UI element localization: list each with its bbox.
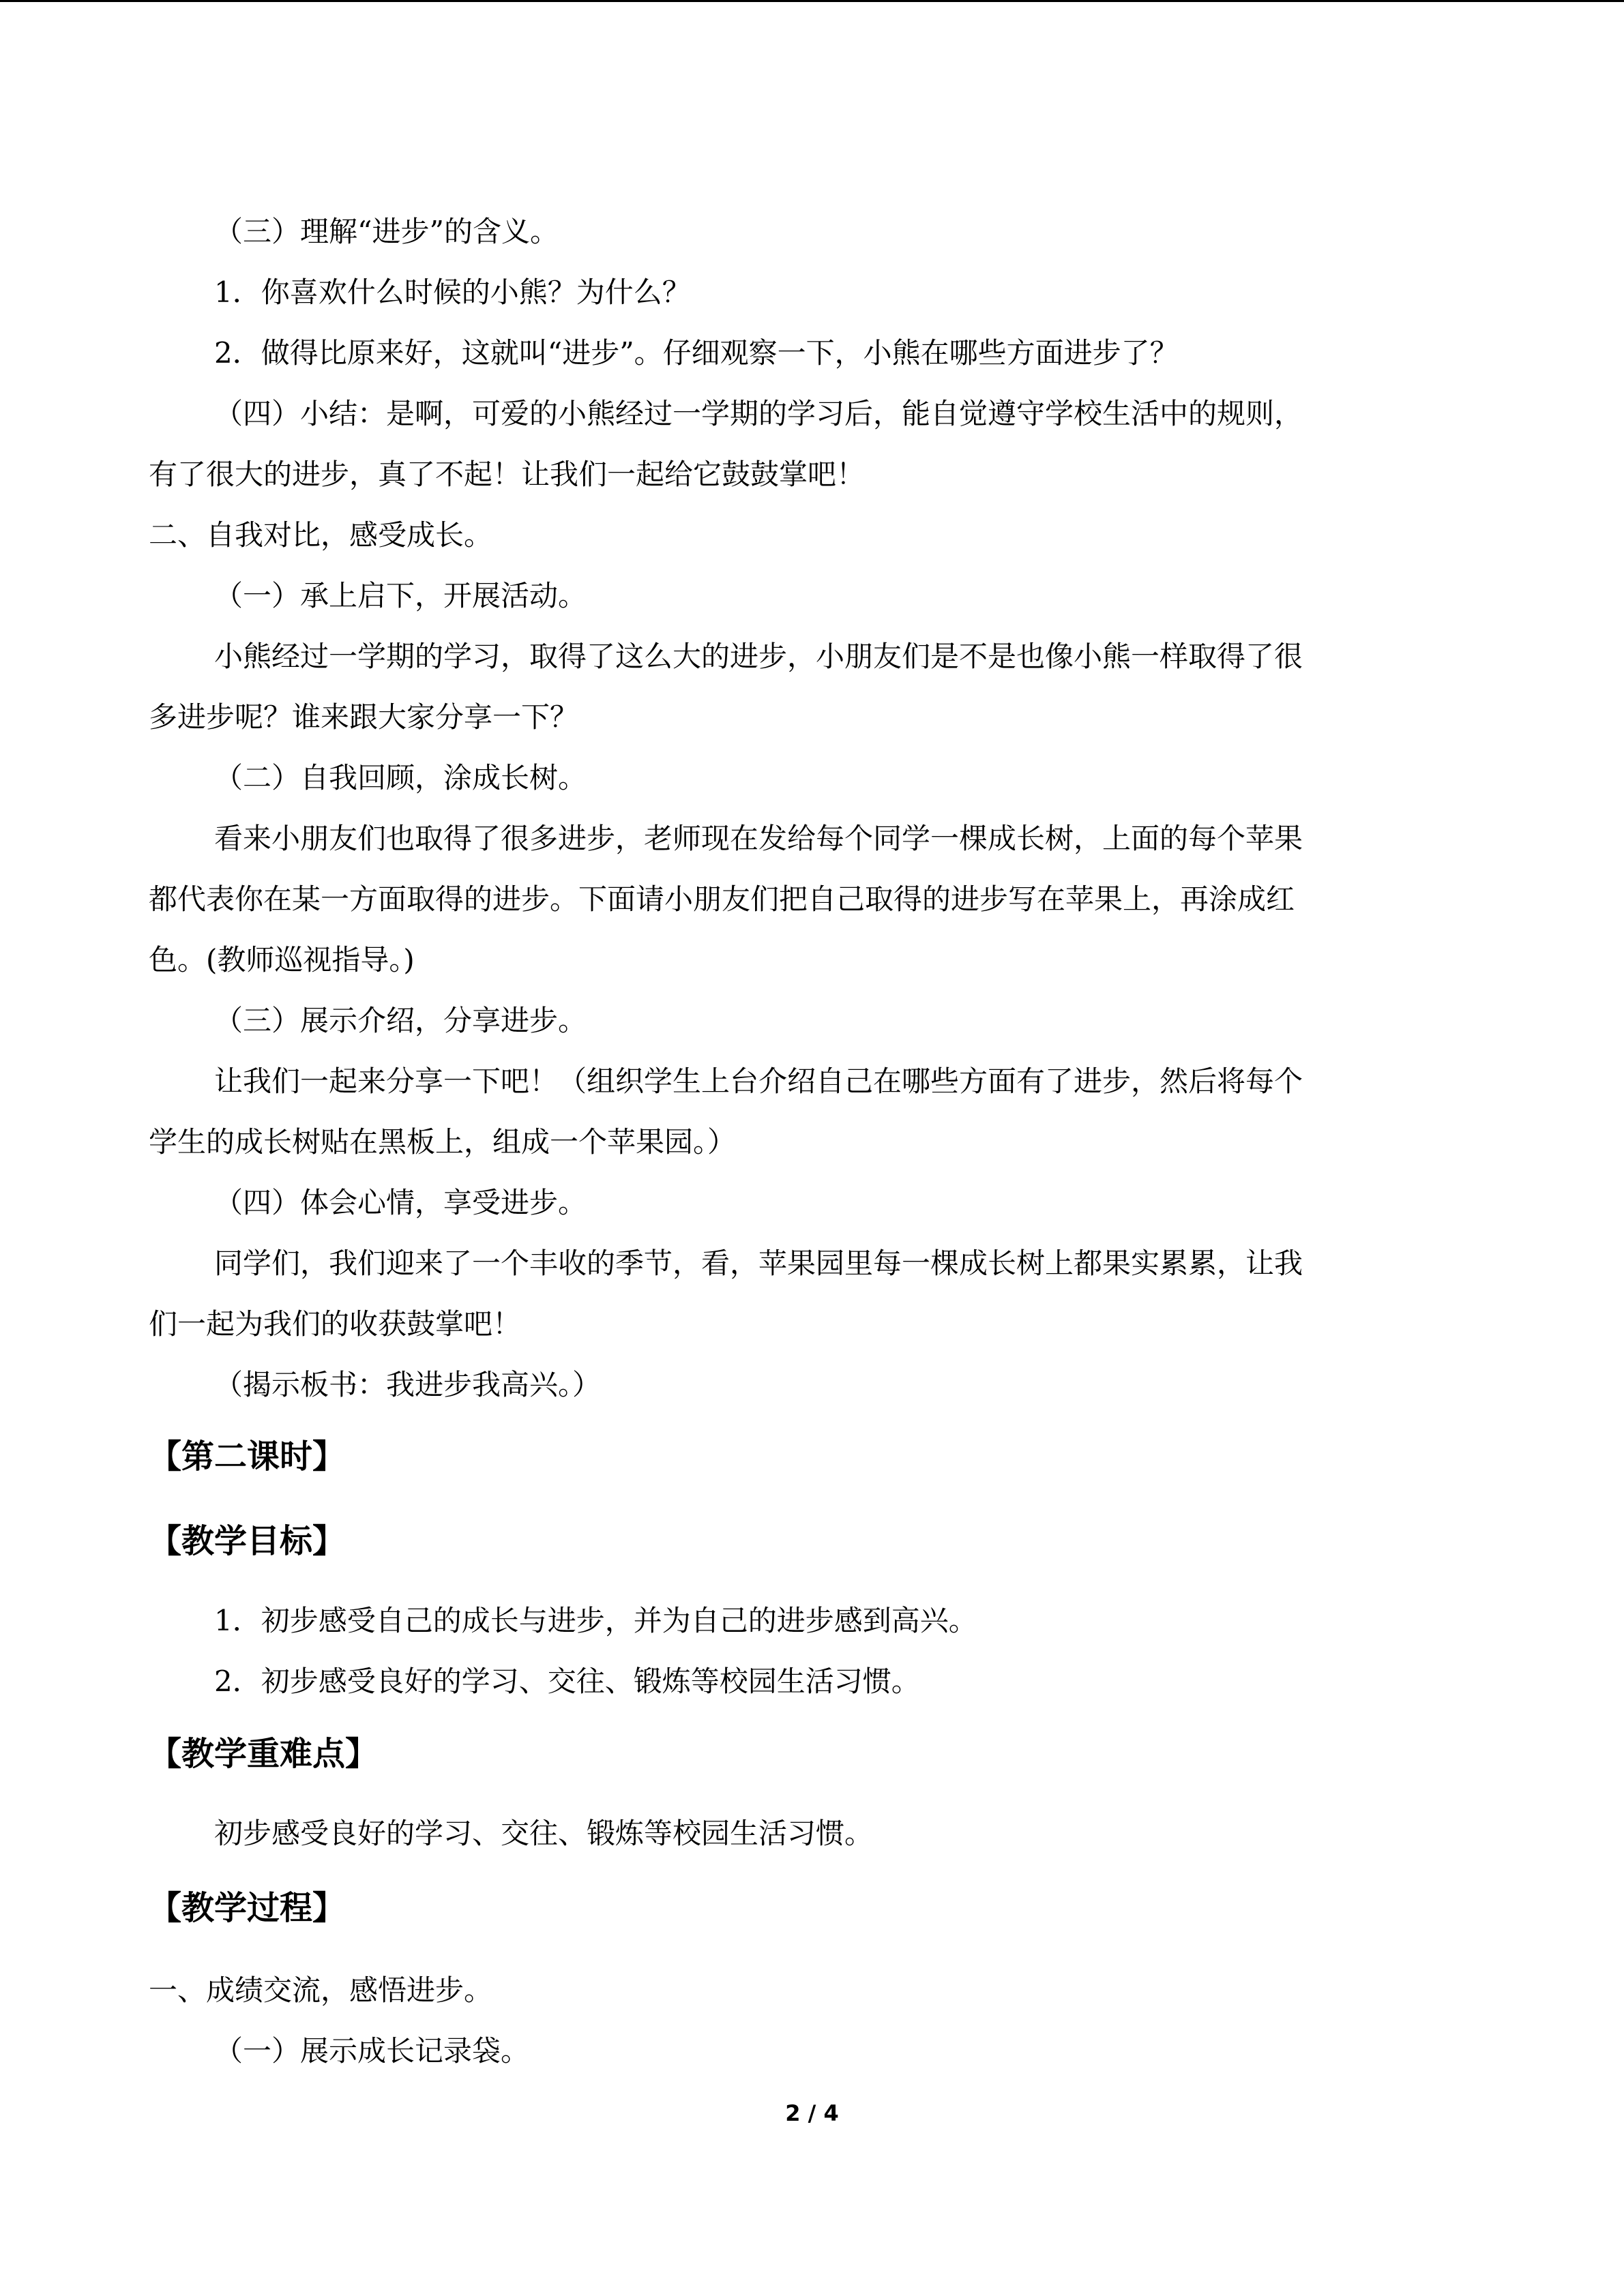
paragraph: （四）小结：是啊，可爱的小熊经过一学期的学习后，能自觉遵守学校生活中的规则， bbox=[214, 397, 1303, 430]
paragraph: （三）理解“进步”的含义。 bbox=[214, 215, 559, 248]
goal-item: 2．初步感受良好的学习、交往、锻炼等校园生活习惯。 bbox=[214, 1665, 920, 1698]
paragraph: （揭示板书：我进步我高兴。） bbox=[214, 1368, 602, 1401]
section-heading: 一、成绩交流，感悟进步。 bbox=[149, 1973, 493, 2007]
lesson-heading: 【第二课时】 bbox=[149, 1437, 346, 1476]
subsection-heading: （四）体会心情，享受进步。 bbox=[214, 1186, 587, 1219]
paragraph: 1．你喜欢什么时候的小熊？为什么？ bbox=[214, 275, 691, 309]
paragraph-continuation: 都代表你在某一方面取得的进步。下面请小朋友们把自己取得的进步写在苹果上，再涂成红 bbox=[149, 882, 1295, 916]
subsection-heading: （二）自我回顾，涂成长树。 bbox=[214, 761, 587, 794]
subsection-heading: （一）展示成长记录袋。 bbox=[214, 2034, 530, 2068]
goal-item: 1．初步感受自己的成长与进步，并为自己的进步感到高兴。 bbox=[214, 1604, 977, 1637]
paragraph: 让我们一起来分享一下吧！（组织学生上台介绍自己在哪些方面有了进步，然后将每个 bbox=[214, 1064, 1303, 1098]
process-heading: 【教学过程】 bbox=[149, 1889, 346, 1927]
page-number: 2 / 4 bbox=[785, 2100, 839, 2126]
paragraph-continuation: 色。(教师巡视指导。) bbox=[149, 943, 415, 976]
page-top-border bbox=[0, 0, 1624, 2]
paragraph: 2．做得比原来好，这就叫“进步”。仔细观察一下，小熊在哪些方面进步了？ bbox=[214, 336, 1179, 370]
subsection-heading: （一）承上启下，开展活动。 bbox=[214, 579, 587, 612]
paragraph: 同学们，我们迎来了一个丰收的季节，看，苹果园里每一棵成长树上都果实累累，让我 bbox=[214, 1247, 1303, 1280]
paragraph-continuation: 们一起为我们的收获鼓掌吧！ bbox=[149, 1307, 522, 1341]
paragraph: 看来小朋友们也取得了很多进步，老师现在发给每个同学一棵成长树，上面的每个苹果 bbox=[214, 822, 1303, 855]
section-heading: 二、自我对比，感受成长。 bbox=[149, 518, 493, 552]
key-point-text: 初步感受良好的学习、交往、锻炼等校园生活习惯。 bbox=[214, 1817, 874, 1850]
paragraph-continuation: 有了很大的进步，真了不起！让我们一起给它鼓鼓掌吧！ bbox=[149, 458, 866, 491]
subsection-heading: （三）展示介绍，分享进步。 bbox=[214, 1004, 587, 1037]
key-points-heading: 【教学重难点】 bbox=[149, 1735, 379, 1773]
paragraph-continuation: 多进步呢？谁来跟大家分享一下？ bbox=[149, 700, 579, 734]
paragraph: 小熊经过一学期的学习，取得了这么大的进步，小朋友们是不是也像小熊一样取得了很 bbox=[214, 640, 1303, 673]
goals-heading: 【教学目标】 bbox=[149, 1522, 346, 1560]
paragraph-continuation: 学生的成长树贴在黑板上，组成一个苹果园。） bbox=[149, 1125, 737, 1159]
document-body bbox=[149, 201, 1458, 2081]
